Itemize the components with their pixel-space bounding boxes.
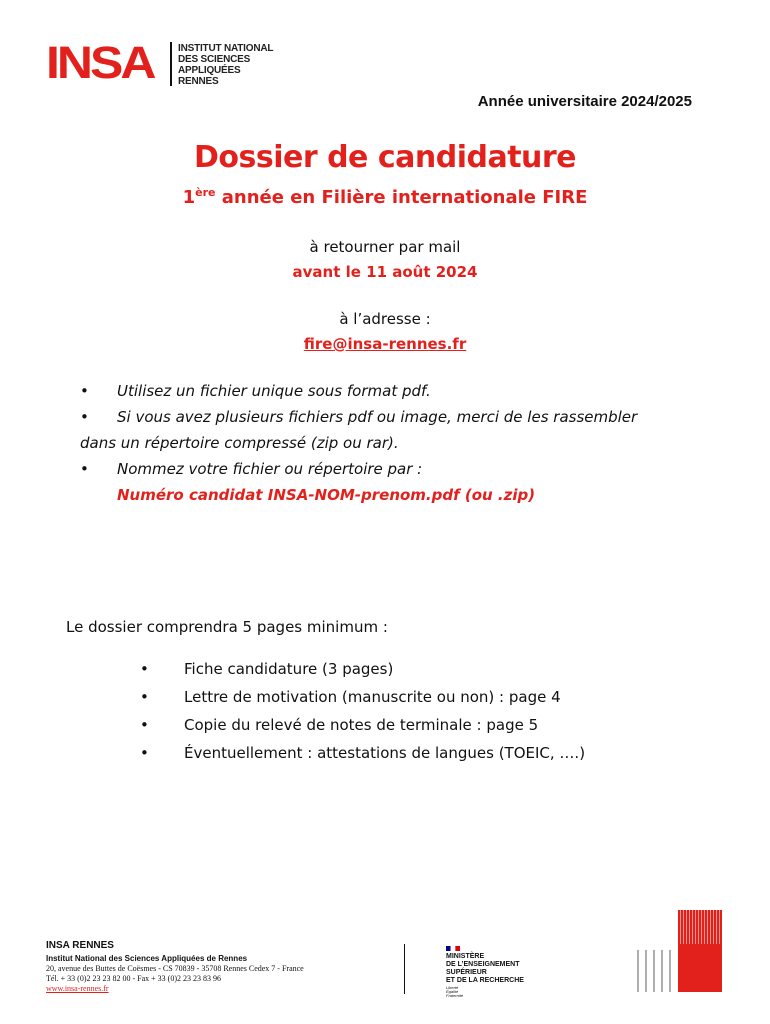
- footer-divider: [404, 944, 405, 994]
- subtitle-ordinal: 1: [182, 187, 196, 208]
- instructions-list: [80, 378, 700, 508]
- ministry-line: MINISTÈRE: [446, 953, 485, 960]
- subtitle-rest: année en Filière internationale FIRE: [215, 187, 588, 208]
- footer-full-name: Institut National des Sciences Appliquées de Rennes: [46, 954, 248, 963]
- logo-line: INSTITUT NATIONAL: [178, 43, 274, 54]
- list-item: [140, 655, 585, 683]
- instruction-text: dans un répertoire compressé (zip ou rar).: [80, 434, 399, 452]
- contents-item-text: Éventuellement : attestations de langues (TOEIC, ….): [184, 744, 586, 762]
- list-item: [80, 378, 700, 404]
- insa-logo: INSA: [46, 37, 154, 88]
- bullet-icon: •: [80, 408, 89, 426]
- motto-line: Égalité: [446, 989, 459, 994]
- list-item: [140, 683, 585, 711]
- decorative-red-block: [678, 944, 722, 992]
- address-label: à l’adresse :: [339, 310, 431, 328]
- list-item: [80, 404, 700, 430]
- footer-address: 20, avenue des Buttes de Coësmes - CS 70839 - 35708 Rennes Cedex 7 - France: [46, 964, 304, 973]
- footer-phone: Tél. + 33 (0)2 23 23 82 00 - Fax + 33 (0)2 23 23 83 96: [46, 974, 222, 983]
- return-by-mail-text: à retourner par mail: [309, 238, 461, 256]
- footer-website-link[interactable]: www.insa-rennes.fr: [46, 984, 109, 993]
- subtitle-sup: ère: [195, 186, 216, 199]
- contents-intro: Le dossier comprendra 5 pages minimum :: [66, 618, 388, 636]
- motto-line: Fraternité: [446, 993, 464, 998]
- page-subtitle: [0, 186, 770, 208]
- logo-line: DES SCIENCES: [178, 54, 251, 65]
- logo-line: RENNES: [178, 76, 219, 87]
- page-title: Dossier de candidature: [193, 140, 577, 175]
- ministry-logo-text: [446, 953, 524, 985]
- ministry-line: DE L’ENSEIGNEMENT: [446, 961, 520, 968]
- filename-format: Numéro candidat INSA-NOM-prenom.pdf (ou .zip): [117, 486, 536, 504]
- bullet-icon: •: [140, 688, 149, 706]
- footer-name: INSA RENNES: [46, 940, 114, 951]
- ministry-line: SUPÉRIEUR: [446, 969, 487, 976]
- bullet-icon: •: [80, 460, 89, 478]
- academic-year: Année universitaire 2024/2025: [477, 93, 692, 110]
- instruction-text: Utilisez un fichier unique sous format pdf.: [117, 382, 431, 400]
- instruction-text: Si vous avez plusieurs fichiers pdf ou image, merci de les rassembler: [117, 408, 638, 426]
- list-item: [80, 482, 700, 508]
- decorative-lines-icon: [636, 950, 672, 992]
- bullet-icon: •: [140, 660, 149, 678]
- contents-list: [140, 655, 585, 767]
- contents-item-text: Lettre de motivation (manuscrite ou non) : page 4: [184, 688, 561, 706]
- bullet-icon: •: [80, 382, 89, 400]
- motto-line: Liberté: [446, 985, 459, 990]
- list-item: [140, 739, 585, 767]
- email-link[interactable]: fire@insa-rennes.fr: [303, 335, 467, 353]
- list-item-continuation: [80, 430, 700, 456]
- list-item: [80, 456, 700, 482]
- email-row: [0, 335, 770, 353]
- french-flag-icon: [446, 946, 460, 951]
- contents-item-text: Copie du relevé de notes de terminale : page 5: [184, 716, 539, 734]
- ministry-line: ET DE LA RECHERCHE: [446, 977, 524, 984]
- logo-line: APPLIQUÉES: [178, 65, 241, 76]
- ministry-motto: [446, 986, 463, 998]
- instruction-text: Nommez votre fichier ou répertoire par :: [117, 460, 423, 478]
- deadline-text: avant le 11 août 2024: [292, 263, 478, 281]
- bullet-icon: •: [140, 744, 149, 762]
- bullet-icon: •: [140, 716, 149, 734]
- logo-institution-text: [178, 43, 273, 87]
- logo-divider: [170, 42, 172, 86]
- footer-contact: [46, 964, 304, 994]
- contents-item-text: Fiche candidature (3 pages): [184, 660, 394, 678]
- list-item: [140, 711, 585, 739]
